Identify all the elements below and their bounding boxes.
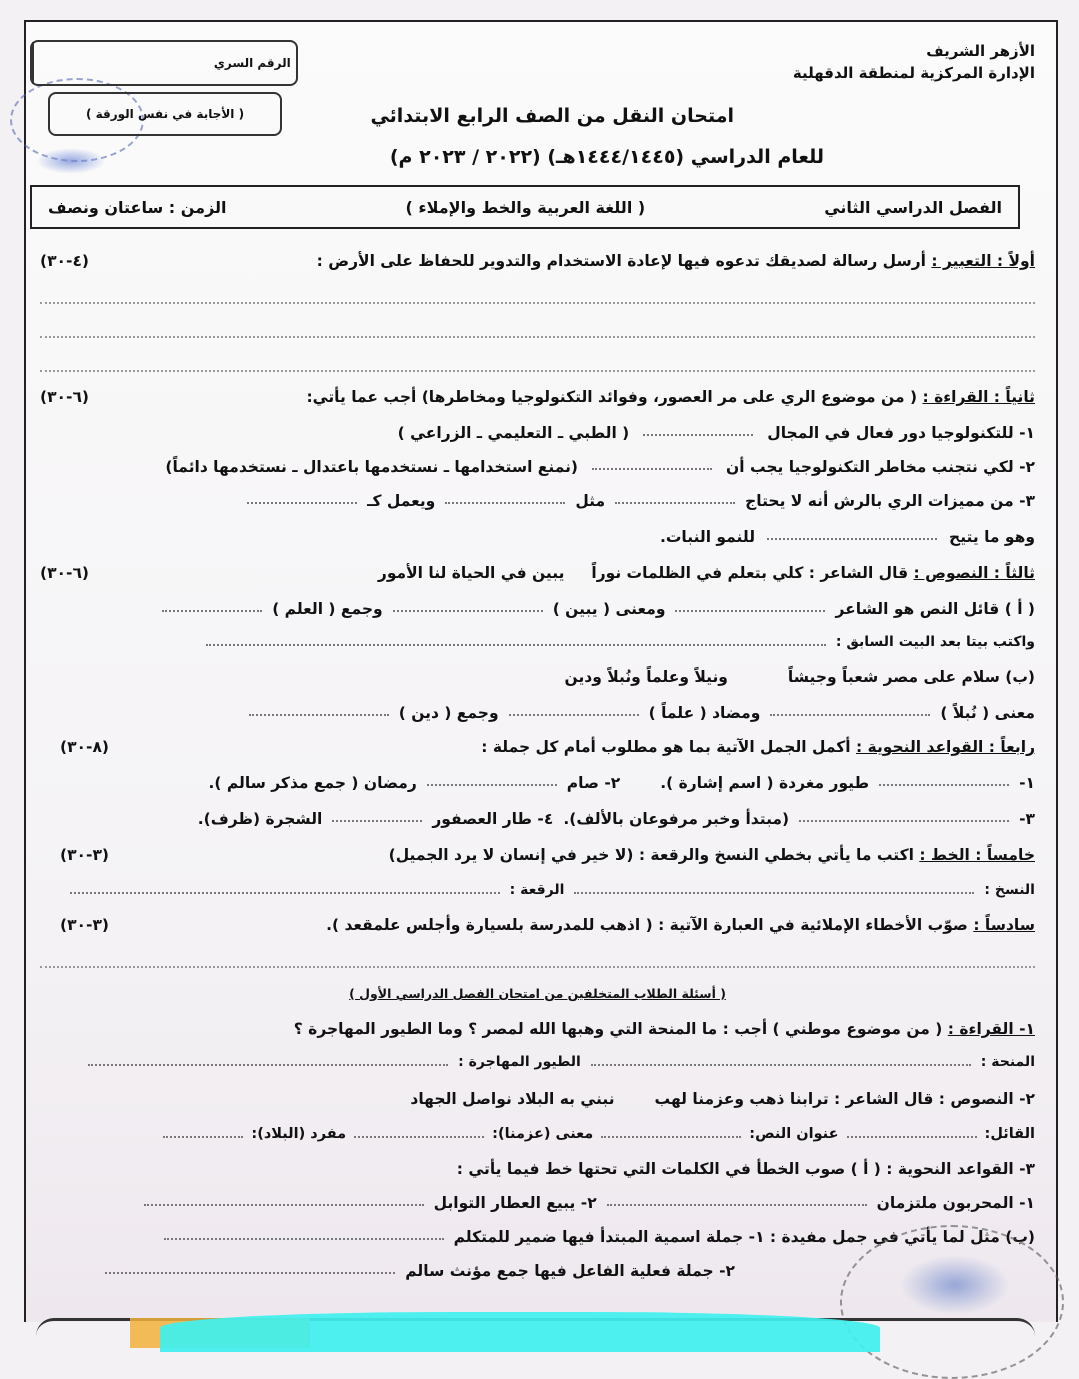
- remedial-q1-label: ١- القراءة :: [947, 1020, 1035, 1038]
- answer-blank[interactable]: [767, 528, 937, 540]
- reading-text: ( من موضوع الري على مر العصور، وفوائد التكنولوجيا ومخاطرها) أجب عما يأتي:: [306, 388, 918, 406]
- reading-q3-allows: وهو ما يتيح: [949, 528, 1035, 546]
- reading-q3-end: للنمو النبات.: [659, 528, 756, 546]
- naskh-label: النسخ :: [984, 882, 1035, 898]
- answer-blank[interactable]: [332, 810, 422, 822]
- speaker-label: القائل:: [984, 1126, 1035, 1142]
- expression-text: أرسل رسالة لصديقك تدعوه فيها لإعادة الاستخدام والتدوير للحفاظ على الأرض :: [316, 252, 926, 270]
- reading-q3-like: مثل: [575, 492, 606, 510]
- exam-time: الزمن : ساعتان ونصف: [48, 197, 227, 217]
- texts-qa: [40, 600, 1035, 618]
- answer-blank[interactable]: [164, 1228, 444, 1240]
- remedial-q1: [40, 1020, 1035, 1038]
- calligraphy-answers: [40, 882, 1035, 898]
- grammar-text: أكمل الجمل الآتية بما هو مطلوب أمام كل جملة :: [481, 738, 851, 756]
- remedial-q3b-item2: ٢- جملة فعلية الفاعل فيها جمع مؤنث سالم: [405, 1262, 735, 1280]
- answer-note: ( الأجابة في نفس الورقة ): [48, 92, 282, 136]
- texts-qb-opposite: ومضاد ( علماً ): [648, 704, 761, 722]
- calligraphy-label: خامساً : الخط :: [919, 846, 1035, 864]
- grammar-q3-q4: [40, 810, 1035, 828]
- remedial-q3-item1: ١- المحربون ملتزمان: [876, 1194, 1035, 1212]
- meaning-label: معنى (عزمنا):: [492, 1126, 594, 1142]
- singular-label: مفرد (البلاد):: [251, 1126, 347, 1142]
- reading-q3: [40, 492, 1035, 510]
- texts-qa-meaning: ومعنى ( يبين ): [552, 600, 666, 618]
- secret-number-box: [30, 40, 298, 86]
- reading-q3-cont: [40, 528, 1035, 546]
- section-texts: [40, 564, 1035, 582]
- section-calligraphy: [40, 846, 1035, 864]
- reading-q3-text: ٣- من مميزات الري بالرش أنه لا يحتاج: [745, 492, 1035, 510]
- gift-label: المنحة :: [980, 1054, 1035, 1070]
- answer-blank[interactable]: [847, 1126, 977, 1138]
- expression-marks: (٤-٣٠): [40, 252, 90, 270]
- section-expression: [40, 252, 1035, 270]
- grammar-q4-text: الشجرة (ظرف).: [197, 810, 323, 828]
- term: الفصل الدراسي الثاني: [824, 197, 1002, 217]
- answer-blank[interactable]: [799, 810, 1009, 822]
- texts-qb-verse1: (ب) سلام على مصر شعباً وجيشاً: [787, 668, 1035, 686]
- remedial-q2-verse2: نبني به البلاد نواصل الجهاد: [410, 1090, 615, 1108]
- remedial-q1-text: ( من موضوع موطني ) أجب : ما المنحة التي وهبها الله لمصر ؟ وما الطيور المهاجرة ؟: [293, 1020, 943, 1038]
- grammar-label: رابعاً : القواعد النحوية :: [855, 738, 1035, 756]
- expression-label: أولاً : التعبير :: [931, 252, 1035, 270]
- naskh-answer[interactable]: [574, 882, 974, 894]
- remedial-q3-label: ٣- القواعد النحوية : ( أ ) صوب الخطأ في الكلمات التي تحتها خط فيما يأتي :: [456, 1160, 1035, 1178]
- answer-blank[interactable]: [592, 458, 712, 470]
- reading-q1-text: ١- للتكنولوجيا دور فعال في المجال: [767, 424, 1035, 442]
- title-label: عنوان النص:: [749, 1126, 839, 1142]
- birds-label: الطيور المهاجرة :: [458, 1054, 581, 1070]
- answer-blank[interactable]: [509, 704, 639, 716]
- org-line2: الإدارة المركزية لمنطقة الدقهلية: [792, 64, 1035, 82]
- remedial-q2-verse1: ٢- النصوص : قال الشاعر : ترابنا ذهب وعزمنا لهب: [654, 1090, 1035, 1108]
- remedial-q2-answers: [40, 1126, 1035, 1142]
- answer-line[interactable]: [40, 302, 1035, 304]
- grammar-q4-num: ٤- طار العصفور: [432, 810, 554, 828]
- texts-qa-next-label: واكتب بيتا بعد البيت السابق :: [835, 634, 1035, 650]
- answer-line[interactable]: [40, 966, 1035, 968]
- texts-marks: (٦-٣٠): [40, 564, 90, 582]
- texts-verse2: يبين في الحياة لنا الأمور: [377, 564, 565, 582]
- answer-blank[interactable]: [607, 1194, 867, 1206]
- answer-blank[interactable]: [615, 492, 735, 504]
- signature-ink: [36, 148, 106, 174]
- remedial-q1-answers: [40, 1054, 1035, 1070]
- reading-q3-works-as: ويعمل كـ: [367, 492, 436, 510]
- texts-qa-plural: وجمع ( العلم ): [272, 600, 383, 618]
- reading-q2-text: ٢- لكي نتجنب مخاطر التكنولوجيا يجب أن: [726, 458, 1035, 476]
- reading-q1-options: ( الطبي ـ التعليمي ـ الزراعي ): [397, 424, 630, 442]
- texts-qa-next: [40, 634, 1035, 650]
- texts-verse1: قال الشاعر : كلي بتعلم في الظلمات نوراً: [591, 564, 909, 582]
- reading-q1: [40, 424, 1035, 442]
- section-grammar: [40, 738, 1035, 756]
- secret-number-label: الرقم السري: [213, 56, 291, 70]
- calligraphy-marks: (٣-٣٠): [60, 846, 110, 864]
- answer-blank[interactable]: [354, 1126, 484, 1138]
- grammar-q1-text: طيور مغردة ( اسم إشارة ).: [660, 774, 870, 792]
- answer-blank[interactable]: [427, 774, 557, 786]
- answer-blank[interactable]: [675, 600, 825, 612]
- texts-qa-poet: ( أ ) قائل النص هو الشاعر: [835, 600, 1035, 618]
- answer-blank[interactable]: [591, 1054, 971, 1066]
- org-line1: الأزهر الشريف: [926, 42, 1035, 60]
- texts-qb-verse2: ونيلاً وعلماً ونُبلاً ودين: [564, 668, 728, 686]
- answer-blank[interactable]: [393, 600, 543, 612]
- remedial-title: [40, 986, 1035, 1001]
- answer-blank[interactable]: [163, 1126, 243, 1138]
- reading-q2-options: (نمنع استخدامها ـ نستخدمها باعتدال ـ نستخدمها دائماً): [165, 458, 578, 476]
- texts-qb: [40, 668, 1035, 686]
- remedial-title-text: ( أسئلة الطلاب المتخلفين من امتحان الفصل الدراسي الأول ): [349, 986, 726, 1001]
- answer-blank[interactable]: [162, 600, 262, 612]
- answer-blank[interactable]: [601, 1126, 741, 1138]
- section-reading: [40, 388, 1035, 406]
- ruqaa-answer[interactable]: [70, 882, 500, 894]
- answer-line[interactable]: [40, 370, 1035, 372]
- calligraphy-text: اكتب ما يأتي بخطي النسخ والرقعة : (لا خير في إنسان لا يرد الجميل): [388, 846, 914, 864]
- grammar-q2-text: رمضان ( جمع مذكر سالم ).: [208, 774, 417, 792]
- remedial-q3b-text: (ب) مثل لما يأتي في جمل مفيدة : ١- جملة اسمية المبتدأ فيها ضمير للمتكلم: [453, 1228, 1035, 1246]
- dictation-marks: (٣-٣٠): [60, 916, 110, 934]
- answer-blank[interactable]: [445, 492, 565, 504]
- grammar-marks: (٨-٣٠): [60, 738, 110, 756]
- answer-blank[interactable]: [770, 704, 930, 716]
- secret-number-value[interactable]: [32, 42, 121, 84]
- answer-blank[interactable]: [247, 492, 357, 504]
- remedial-q3-item2: ٢- يبيع العطار التوابل: [433, 1194, 597, 1212]
- answer-blank[interactable]: [88, 1054, 448, 1066]
- answer-line[interactable]: [40, 336, 1035, 338]
- grammar-q1-num: ١-: [1019, 774, 1035, 792]
- answer-blank[interactable]: [879, 774, 1009, 786]
- reading-q2: [40, 458, 1035, 476]
- signature-ink: [900, 1255, 1010, 1315]
- dictation-label: سادساً :: [973, 916, 1035, 934]
- remedial-q3-items: [40, 1194, 1035, 1212]
- org-header: [793, 40, 1035, 84]
- grammar-q3-num: ٣-: [1019, 810, 1035, 828]
- ruqaa-label: الرقعة :: [509, 882, 565, 898]
- texts-qb-meaning: معنى ( نُبلاً ): [940, 704, 1035, 722]
- remedial-q2: [40, 1090, 1035, 1108]
- texts-label: ثالثاً : النصوص :: [913, 564, 1035, 582]
- grammar-q3-text: (مبتدأ وخبر مرفوعان بالألف).: [563, 810, 790, 828]
- dictation-text: صوّب الأخطاء الإملائية في العبارة الآتية : ( اذهب للمدرسة بلسيارة وأجلس علمقعد ).: [326, 916, 968, 934]
- secret-number-field[interactable]: [121, 42, 208, 84]
- exam-info-bar: [30, 185, 1020, 229]
- subject: ( اللغة العربية والخط والإملاء ): [405, 197, 646, 217]
- answer-blank[interactable]: [643, 424, 753, 436]
- answer-blank[interactable]: [144, 1194, 424, 1206]
- reading-marks: (٦-٣٠): [40, 388, 90, 406]
- texts-qb-plural: وجمع ( دين ): [398, 704, 499, 722]
- answer-blank[interactable]: [105, 1262, 395, 1274]
- section-dictation: [40, 916, 1035, 934]
- texts-qb-questions: [40, 704, 1035, 722]
- grammar-q2-num: ٢- صام: [566, 774, 621, 792]
- remedial-q3: [40, 1160, 1035, 1178]
- exam-title: امتحان النقل من الصف الرابع الابتدائي: [370, 105, 734, 127]
- academic-year: للعام الدراسي (١٤٤٤/١٤٤٥هـ) (٢٠٢٢ / ٢٠٢٣ م): [389, 146, 824, 168]
- highlight-mark: [160, 1312, 880, 1352]
- answer-blank[interactable]: [249, 704, 389, 716]
- answer-blank[interactable]: [206, 634, 826, 646]
- reading-label: ثانياً : القراءة :: [922, 388, 1035, 406]
- grammar-q1-q2: [40, 774, 1035, 792]
